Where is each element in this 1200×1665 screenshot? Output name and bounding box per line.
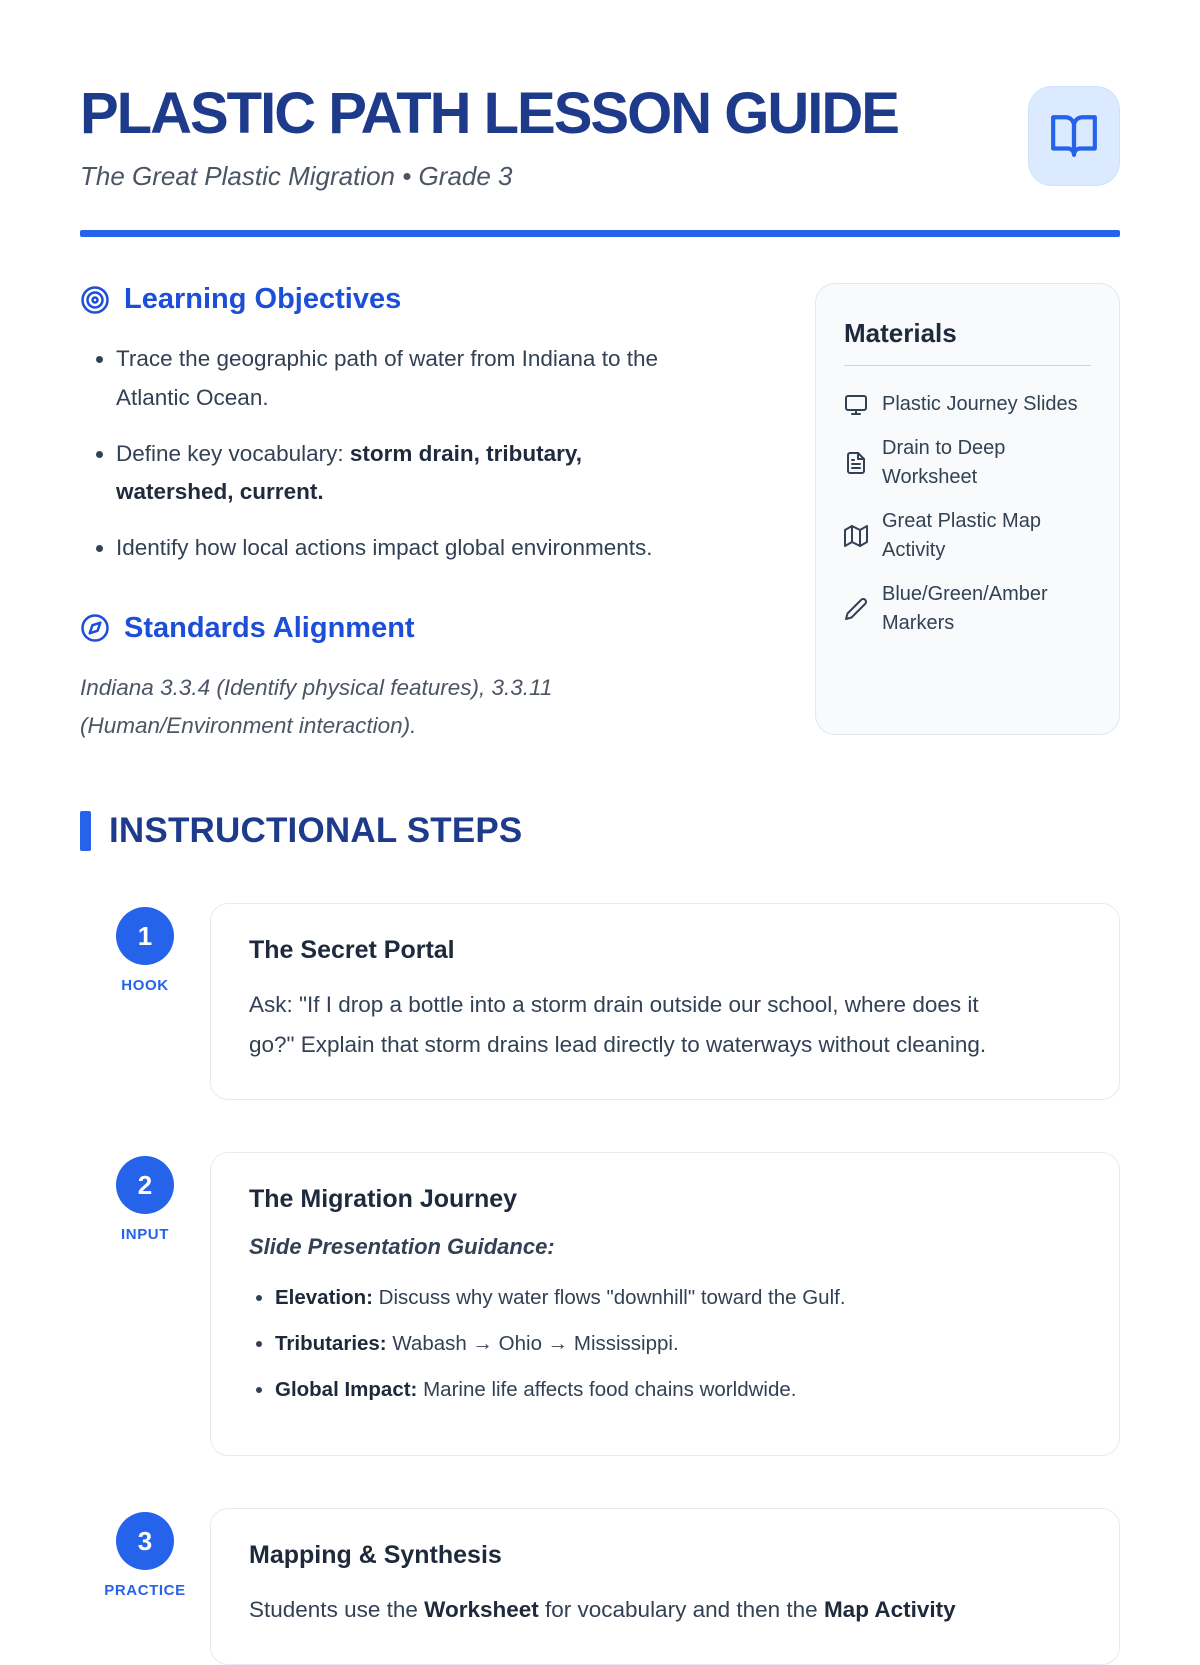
standards-alignment-heading <box>80 612 779 645</box>
target-icon <box>80 285 110 315</box>
step-row-hook <box>80 903 1120 1100</box>
marker-pen-icon <box>844 597 868 621</box>
material-item-label: Blue/Green/Amber Markers <box>882 583 1048 635</box>
step-bullets <box>249 1284 1081 1404</box>
standards-alignment-heading-text: Standards Alignment <box>124 611 415 644</box>
step-title: The Secret Portal <box>249 936 455 965</box>
materials-heading: Materials <box>844 318 957 349</box>
step-card <box>210 1508 1120 1665</box>
materials-card <box>815 283 1120 735</box>
header-text-block <box>80 81 898 192</box>
header-divider <box>80 230 1120 237</box>
objectives-list <box>80 340 779 567</box>
compass-icon <box>80 613 110 643</box>
step-number-badge: 1 <box>116 907 174 965</box>
step-card <box>210 1152 1120 1456</box>
step-tag: HOOK <box>121 977 169 995</box>
file-text-icon <box>844 451 868 475</box>
step-bullet: • Elevation: Discuss why water flows "downhill" toward the Gulf. <box>275 1284 1081 1313</box>
page-title: PLASTIC PATH LESSON GUIDE <box>80 81 898 146</box>
material-item <box>844 580 1091 638</box>
step-bullet: • Global Impact: Marine life affects food chains worldwide. <box>275 1376 1081 1405</box>
objective-item: • Identify how local actions impact global environments. <box>116 529 676 568</box>
material-item-label: Great Plastic Map Activity <box>882 510 1041 562</box>
material-item <box>844 507 1091 565</box>
step-tag: PRACTICE <box>104 1582 186 1600</box>
step-body: Students use the Worksheet for vocabulary and then the Map Activity <box>249 1597 956 1623</box>
step-card <box>210 903 1120 1100</box>
objective-item: • Define key vocabulary: storm drain, tributary, watershed, current. <box>116 435 676 512</box>
step-side <box>80 1152 210 1456</box>
standards-text: Indiana 3.3.4 (Identify physical features), 3.3.11 (Human/Environment interaction). <box>80 674 553 738</box>
book-open-icon <box>1049 111 1099 161</box>
instructional-steps-heading <box>80 811 1120 851</box>
learning-objectives-section <box>80 283 779 567</box>
learning-objectives-heading <box>80 283 779 316</box>
step-body: Ask: "If I drop a bottle into a storm drain outside our school, where does it go?" Explain that storm drains lead directly to waterways without cleaning. <box>249 992 987 1058</box>
instructional-steps-section <box>80 811 1120 1665</box>
step-subtitle: Slide Presentation Guidance: <box>249 1234 555 1260</box>
step-tag: INPUT <box>121 1226 169 1244</box>
material-item-label: Plastic Journey Slides <box>882 393 1078 416</box>
step-number-badge: 3 <box>116 1512 174 1570</box>
objective-item: • Trace the geographic path of water from Indiana to the Atlantic Ocean. <box>116 340 676 417</box>
document-header <box>80 81 1120 237</box>
step-number-badge: 2 <box>116 1156 174 1214</box>
step-title: Mapping & Synthesis <box>249 1541 502 1570</box>
material-item <box>844 434 1091 492</box>
material-item <box>844 390 1091 419</box>
step-side <box>80 1508 210 1665</box>
heading-accent-bar <box>80 811 91 851</box>
material-item-label: Drain to Deep Worksheet <box>882 437 1006 489</box>
materials-divider <box>844 365 1091 366</box>
step-side <box>80 903 210 1100</box>
step-title: The Migration Journey <box>249 1185 518 1214</box>
materials-list <box>844 390 1091 638</box>
standards-alignment-section <box>80 612 779 746</box>
page-subtitle: The Great Plastic Migration • Grade 3 <box>80 161 513 192</box>
step-bullet: • Tributaries: Wabash → Ohio → Mississippi. <box>275 1330 1081 1359</box>
instructional-steps-heading-text: INSTRUCTIONAL STEPS <box>109 811 523 851</box>
monitor-icon <box>844 393 868 417</box>
step-row-practice <box>80 1508 1120 1665</box>
learning-objectives-heading-text: Learning Objectives <box>124 283 402 316</box>
map-icon <box>844 524 868 548</box>
step-row-input <box>80 1152 1120 1456</box>
book-icon-badge <box>1028 86 1120 186</box>
